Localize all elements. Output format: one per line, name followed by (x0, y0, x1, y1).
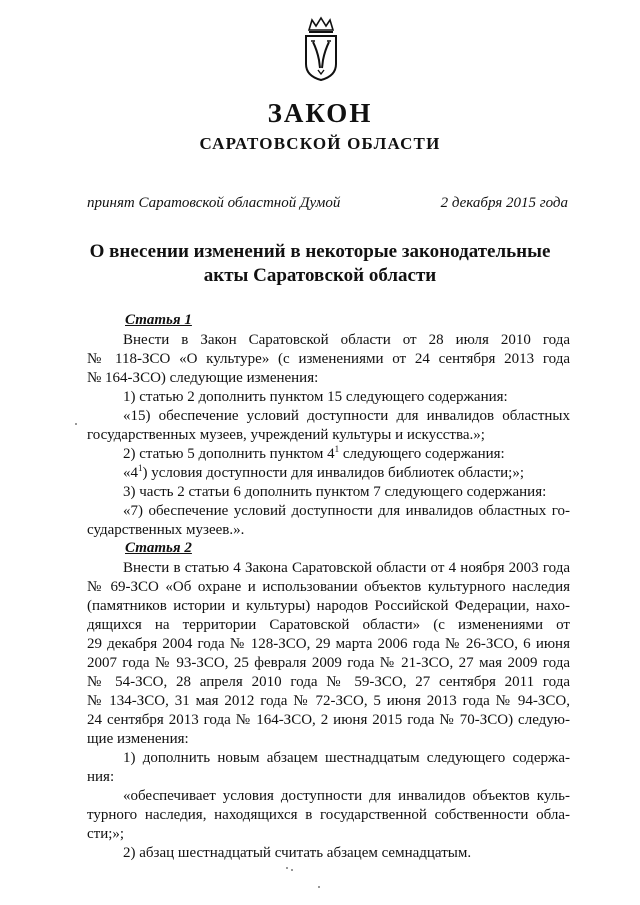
text-line: «7) обеспечение условий доступности для инвалидов областных го- (123, 503, 570, 519)
article-1-heading: Статья 1 (125, 312, 192, 328)
text-fragment: ) условия доступности для инвалидов библиотек области;»; (142, 465, 525, 481)
text-line: 2) абзац шестнадцатый считать абзацем семнадцатым. (123, 845, 472, 861)
text-line: турного наследия, находящихся в государственной собственности обла- (87, 807, 570, 823)
text-line: 1) дополнить новым абзацем шестнадцатым следующего содержа- (123, 750, 570, 766)
scan-speck (291, 869, 293, 871)
text-line: государственных музеев, учреждений культуры и искусства.»; (87, 427, 485, 443)
text-fragment: следующего содержания: (339, 446, 505, 462)
text-fragment: «4 (123, 465, 138, 481)
scan-speck (286, 867, 288, 869)
saratov-coat-of-arms-icon (300, 16, 342, 82)
document-title-line: О внесении изменений в некоторые законодательные (89, 241, 551, 262)
text-line: № 69-ЗСО «Об охране и использовании объектов культурного наследия (87, 579, 570, 595)
text-line: ния: (87, 769, 115, 785)
superscript: 1 (138, 463, 143, 473)
article-2-body (87, 559, 570, 863)
text-line: сударственных музеев.». (87, 522, 245, 538)
text-line: дящихся на территории Саратовской области» (с изменениями от (87, 617, 570, 633)
document-title-line: акты Саратовской области (203, 265, 437, 286)
text-line: 24 сентября 2013 года № 164-ЗСО, 2 июня 2015 года № 70-ЗСО) следую- (87, 712, 570, 728)
text-line (87, 445, 570, 464)
text-line: № 134-ЗСО, 31 мая 2012 года № 72-ЗСО, 5 июня 2013 года № 94-ЗСО, (87, 693, 570, 709)
article-1-body (87, 331, 570, 540)
article-2-heading: Статья 2 (125, 540, 192, 556)
region-name: САРАТОВСКОЙ ОБЛАСТИ (199, 134, 441, 153)
text-line: сти;»; (87, 826, 125, 842)
scan-speck (318, 886, 320, 888)
text-line: № 118-ЗСО «О культуре» (с изменениями от 24 сентября 2013 года (87, 351, 570, 367)
text-line: щие изменения: (87, 731, 189, 747)
text-line: 1) статью 2 дополнить пунктом 15 следующего содержания: (123, 389, 508, 405)
text-line: Внести в Закон Саратовской области от 28 июля 2010 года (123, 332, 570, 348)
text-fragment: 2) статью 5 дополнить пунктом 4 (123, 446, 335, 462)
text-line: «15) обеспечение условий доступности для инвалидов областных (123, 408, 570, 424)
superscript: 1 (334, 444, 340, 454)
adopted-by: принят Саратовской областной Думой (87, 195, 341, 211)
text-line: № 54-ЗСО, 28 апреля 2010 года № 59-ЗСО, 27 сентября 2011 года (87, 674, 570, 690)
text-line: «обеспечивает условия доступности для инвалидов объектов куль- (123, 788, 570, 804)
text-line: № 164-ЗСО) следующие изменения: (87, 370, 319, 386)
scan-speck (75, 423, 77, 425)
document-title (60, 240, 580, 288)
text-line: Внести в статью 4 Закона Саратовской области от 4 ноября 2003 года (123, 560, 570, 576)
text-line: (памятников истории и культуры) народов Российской Федерации, нахо- (87, 598, 570, 614)
text-line: 2007 года № 93-ЗСО, 25 февраля 2009 года № 21-ЗСО, 27 мая 2009 года (87, 655, 570, 671)
text-line: 29 декабря 2004 года № 128-ЗСО, 29 марта 2006 года № 26-ЗСО, 6 июня (87, 636, 570, 652)
text-line (87, 464, 570, 483)
text-line: 3) часть 2 статьи 6 дополнить пунктом 7 следующего содержания: (123, 484, 547, 500)
law-label: ЗАКОН (267, 98, 373, 128)
adopted-date: 2 декабря 2015 года (440, 195, 568, 211)
